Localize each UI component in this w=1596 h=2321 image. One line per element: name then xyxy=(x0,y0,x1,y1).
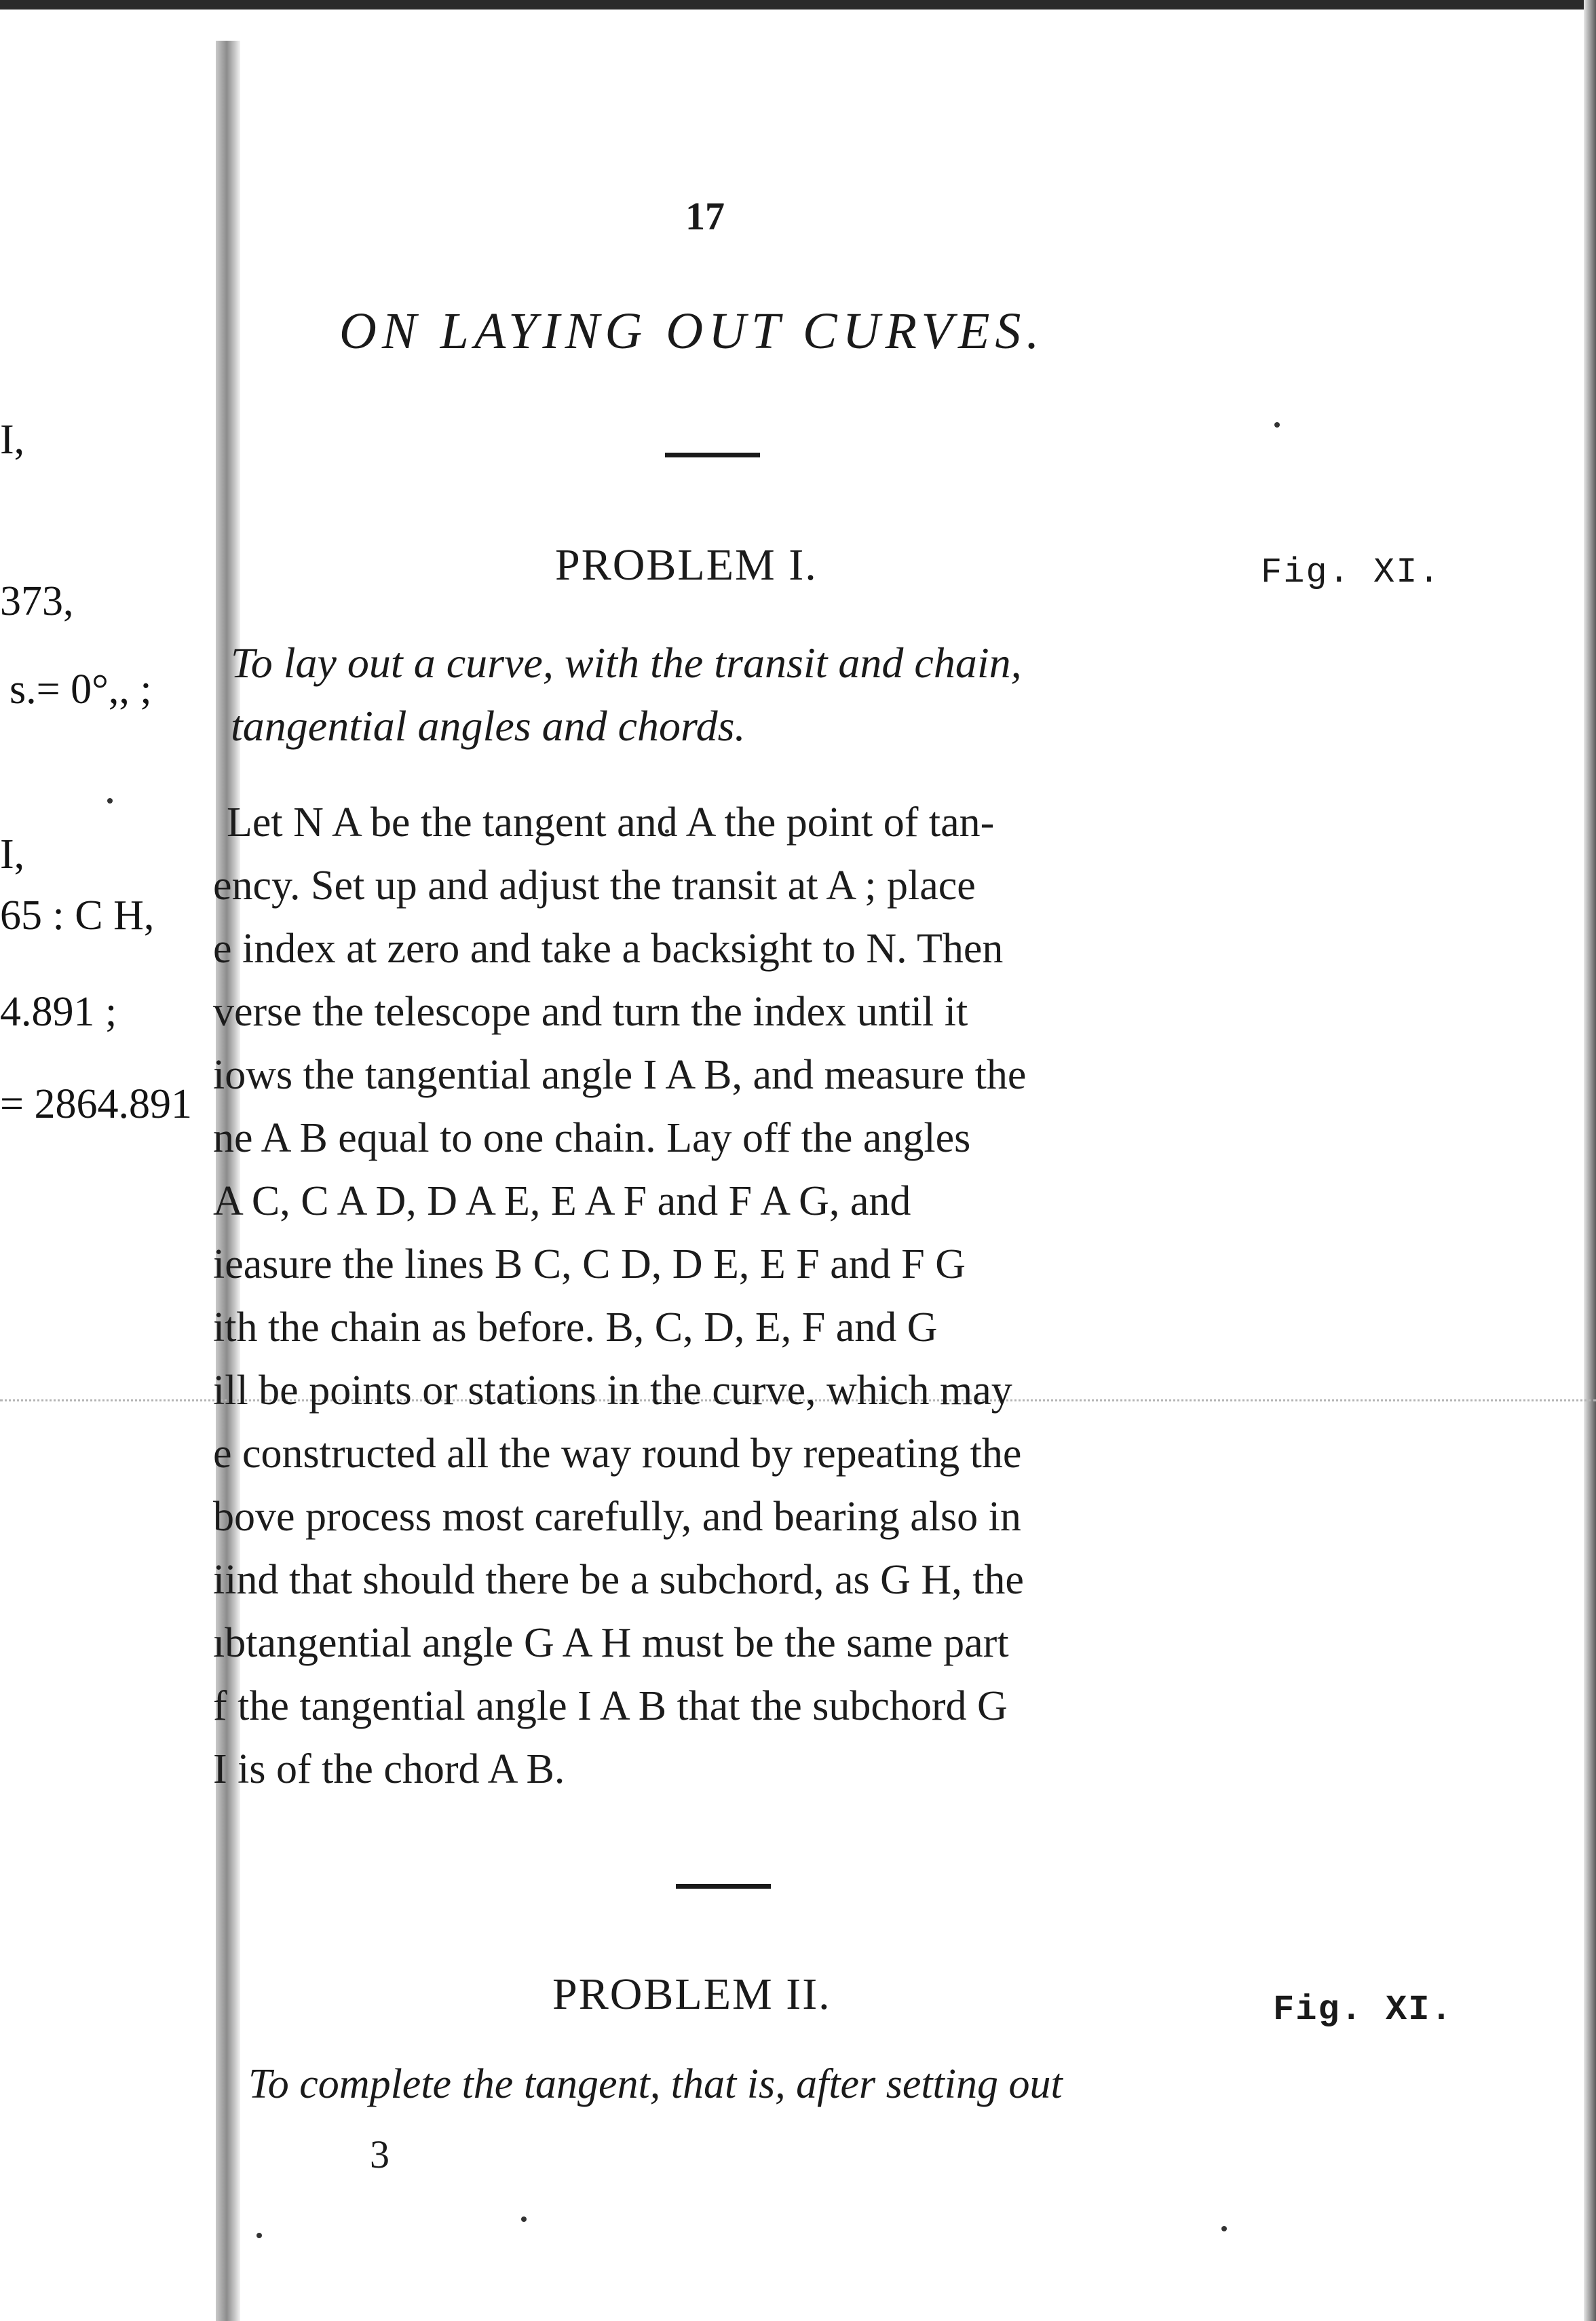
left-fragment: = 2864.891 xyxy=(0,1081,192,1127)
page-top-edge xyxy=(0,0,1596,10)
left-fragment: s.= 0°,, ; xyxy=(10,666,152,713)
body-line: verse the telescope and turn the index until it xyxy=(213,989,968,1035)
page-right-edge xyxy=(1584,0,1596,2321)
body-line: I is of the chord A B. xyxy=(213,1746,565,1792)
ink-speck xyxy=(521,2216,527,2222)
ink-speck xyxy=(1274,422,1280,428)
subtitle-line: tangential angles and chords. xyxy=(231,702,746,750)
body-line: ne A B equal to one chain. Lay off the angles xyxy=(213,1115,971,1161)
left-fragment: I, xyxy=(0,831,25,878)
body-line: iind that should there be a subchord, as G H, the xyxy=(213,1557,1024,1603)
problem-2-subtitle: To complete the tangent, that is, after setting out xyxy=(248,2061,1063,2107)
body-line: e index at zero and take a backsight to N. Then xyxy=(213,926,1004,972)
section-rule xyxy=(676,1884,771,1889)
problem-1-body xyxy=(213,791,1026,1801)
body-line: ency. Set up and adjust the transit at A ; place xyxy=(213,863,976,909)
left-fragment: 65 : C H, xyxy=(0,892,155,939)
ink-speck xyxy=(1221,2226,1227,2231)
left-fragment: 4.891 ; xyxy=(0,989,117,1035)
section-title: ON LAYING OUT CURVES. xyxy=(339,303,1045,360)
left-fragment: 373, xyxy=(0,578,74,624)
problem-2-fig-ref: Fig. XI. xyxy=(1273,1990,1454,2030)
problem-1-fig-ref: Fig. XI. xyxy=(1261,552,1441,592)
problem-2-heading: PROBLEM II. xyxy=(552,1969,831,2019)
body-line: ieasure the lines B C, C D, D E, E F and F G xyxy=(213,1241,966,1287)
body-line: ıbtangential angle G A H must be the same part xyxy=(213,1620,1009,1666)
left-fragment: I, xyxy=(0,417,25,463)
page-number: 17 xyxy=(685,194,725,238)
body-line: f the tangential angle I A B that the subchord G xyxy=(213,1683,1008,1729)
body-line: bove process most carefully, and bearing also in xyxy=(213,1494,1021,1540)
problem-1-subtitle xyxy=(231,631,1022,757)
ink-speck xyxy=(256,2233,262,2238)
body-line: Let N A be the tangent and A the point of tan- xyxy=(227,799,995,846)
body-line: iows the tangential angle I A B, and measure the xyxy=(213,1052,1027,1098)
ink-speck xyxy=(107,798,113,804)
body-line: ith the chain as before. B, C, D, E, F and G xyxy=(213,1304,938,1351)
subtitle-line: To lay out a curve, with the transit and chain, xyxy=(231,639,1022,687)
body-line: e constructed all the way round by repeating the xyxy=(213,1431,1022,1477)
title-rule xyxy=(665,453,760,457)
problem-1-heading: PROBLEM I. xyxy=(555,540,818,590)
signature-mark: 3 xyxy=(370,2132,390,2176)
body-line: ill be points or stations in the curve, which may xyxy=(213,1367,1012,1414)
body-line: A C, C A D, D A E, E A F and F A G, and xyxy=(213,1178,911,1224)
